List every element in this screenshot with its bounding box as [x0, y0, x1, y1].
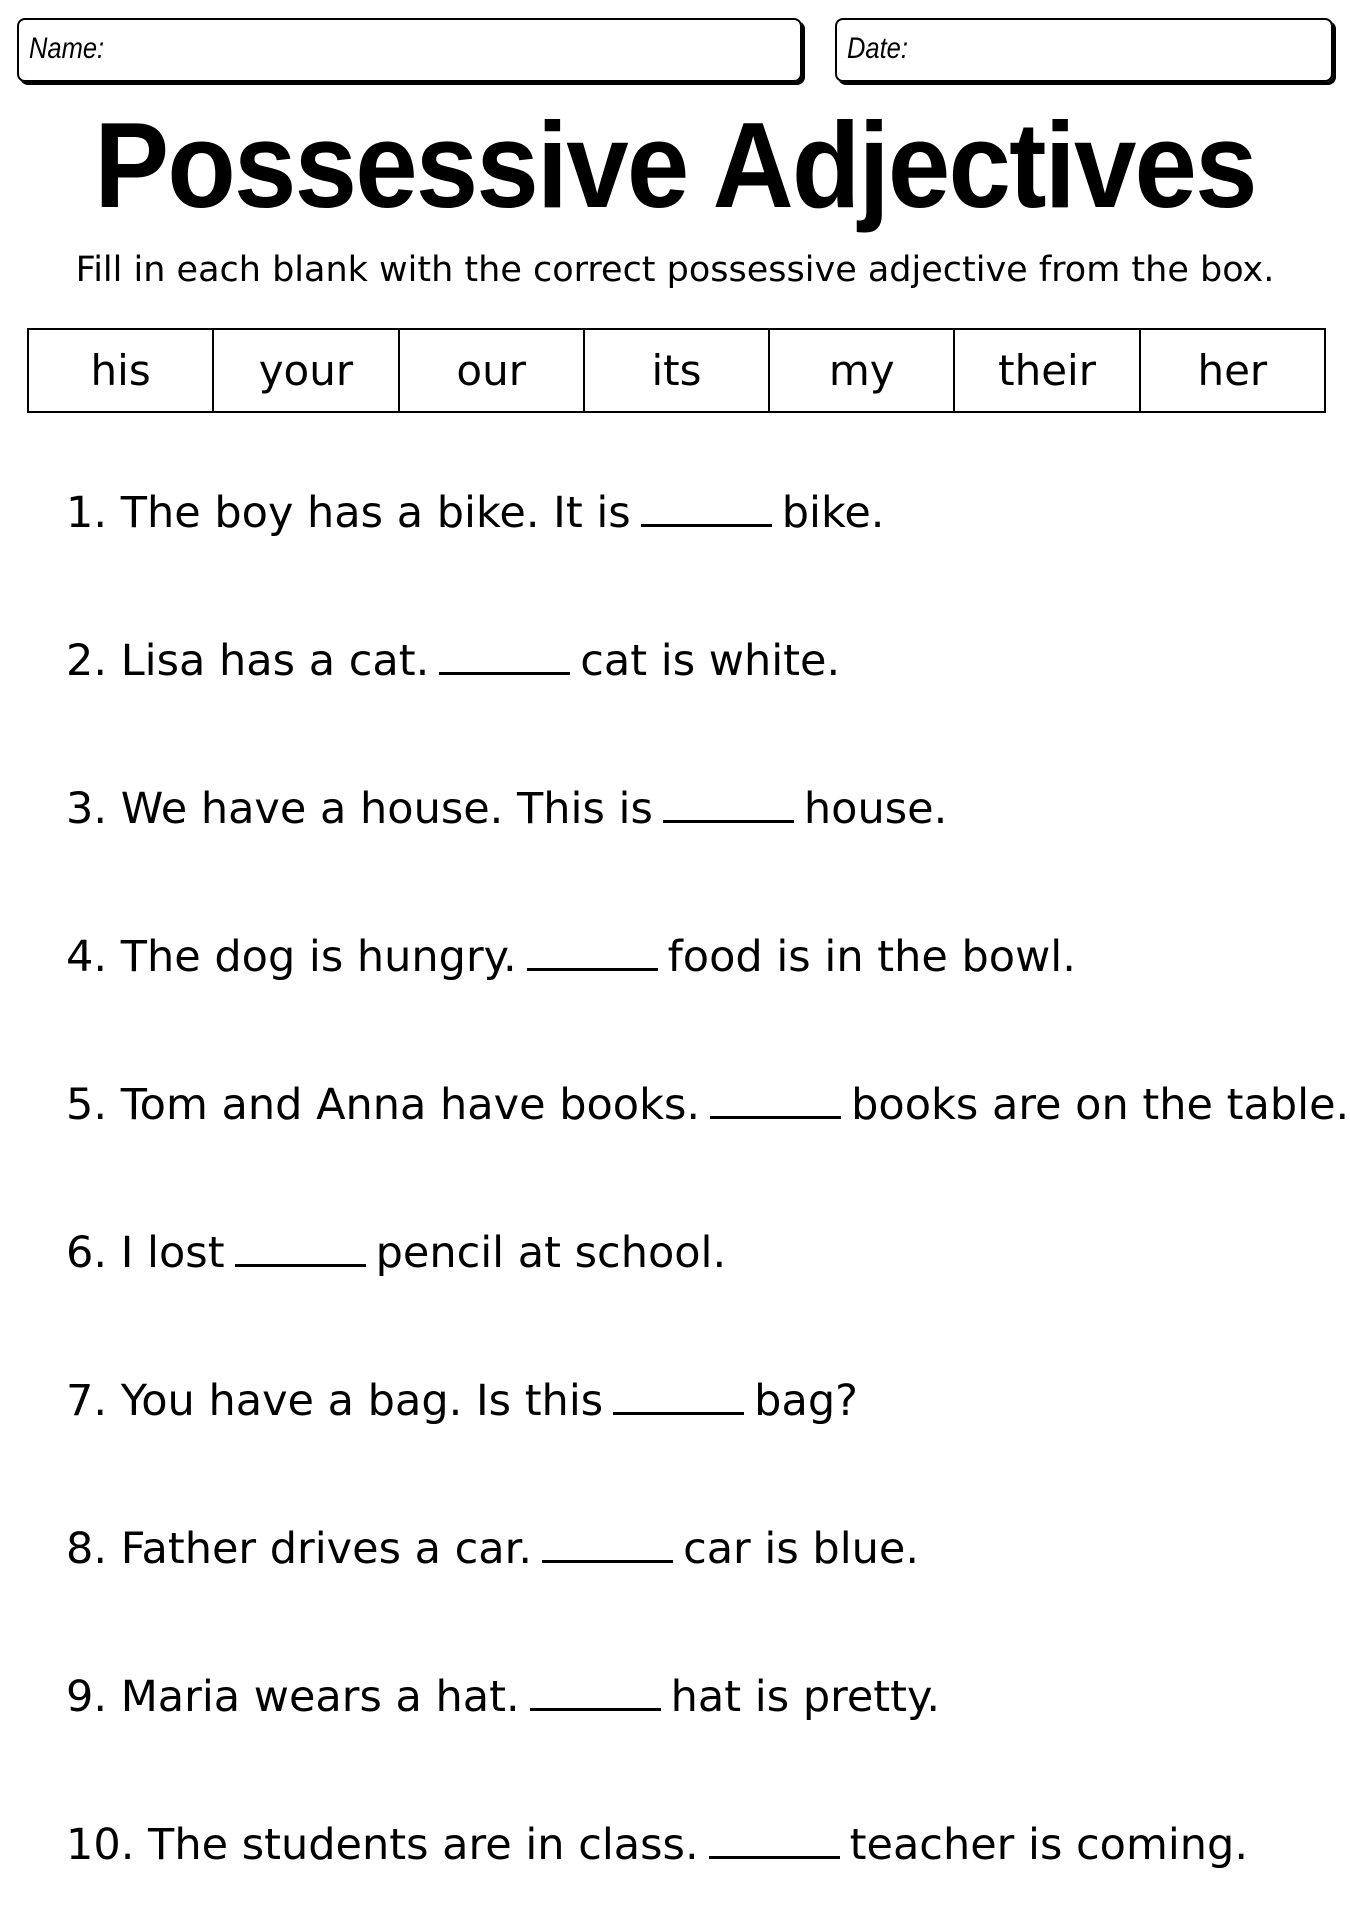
name-label: Name:: [29, 32, 105, 65]
word-your: your: [213, 329, 398, 412]
answer-blank[interactable]: [613, 1382, 744, 1415]
question-text-before: 1. The boy has a bike. It is: [66, 488, 631, 538]
question-text-after: bag?: [754, 1376, 858, 1426]
question-8: [66, 1524, 919, 1574]
answer-blank[interactable]: [663, 790, 794, 823]
question-3: [66, 784, 947, 834]
date-field[interactable]: [835, 18, 1333, 82]
question-text-before: 7. You have a bag. Is this: [66, 1376, 604, 1426]
question-text-before: 8. Father drives a car.: [66, 1524, 533, 1574]
page-title: Possessive Adjectives: [94, 97, 1256, 233]
word-their: their: [954, 329, 1139, 412]
word-my: my: [769, 329, 954, 412]
answer-blank[interactable]: [439, 642, 570, 675]
question-text-before: 3. We have a house. This is: [66, 784, 653, 834]
answer-blank[interactable]: [530, 1678, 661, 1711]
question-text-after: food is in the bowl.: [667, 932, 1076, 982]
question-text-after: cat is white.: [580, 636, 841, 686]
question-text-after: car is blue.: [683, 1524, 920, 1574]
answer-blank[interactable]: [542, 1530, 673, 1563]
answer-blank[interactable]: [710, 1086, 841, 1119]
answer-blank[interactable]: [235, 1234, 366, 1267]
question-text-before: 10. The students are in class.: [66, 1820, 699, 1870]
question-text-after: bike.: [781, 488, 885, 538]
question-text-before: 2. Lisa has a cat.: [66, 636, 430, 686]
answer-blank[interactable]: [527, 938, 658, 971]
word-her: her: [1140, 329, 1325, 412]
question-5: [66, 1080, 1349, 1130]
question-text-before: 9. Maria wears a hat.: [66, 1672, 520, 1722]
word-box: [27, 328, 1326, 413]
answer-blank[interactable]: [709, 1826, 840, 1859]
question-text-after: house.: [803, 784, 948, 834]
question-6: [66, 1228, 726, 1278]
question-text-before: 4. The dog is hungry.: [66, 932, 517, 982]
word-our: our: [399, 329, 584, 412]
word-its: its: [584, 329, 769, 412]
answer-blank[interactable]: [641, 494, 772, 527]
question-text-before: 5. Tom and Anna have books.: [66, 1080, 701, 1130]
instructions: Fill in each blank with the correct possessive adjective from the box.: [75, 250, 1275, 290]
question-text-after: hat is pretty.: [670, 1672, 941, 1722]
question-7: [66, 1376, 858, 1426]
question-9: [66, 1672, 940, 1722]
question-text-after: books are on the table.: [851, 1080, 1350, 1130]
word-his: his: [28, 329, 213, 412]
question-1: [66, 488, 884, 538]
question-10: [66, 1820, 1248, 1870]
question-text-before: 6. I lost: [66, 1228, 225, 1278]
question-text-after: teacher is coming.: [849, 1820, 1249, 1870]
question-text-after: pencil at school.: [375, 1228, 727, 1278]
date-label: Date:: [847, 32, 908, 65]
question-4: [66, 932, 1076, 982]
name-field[interactable]: [17, 18, 802, 82]
question-2: [66, 636, 840, 686]
